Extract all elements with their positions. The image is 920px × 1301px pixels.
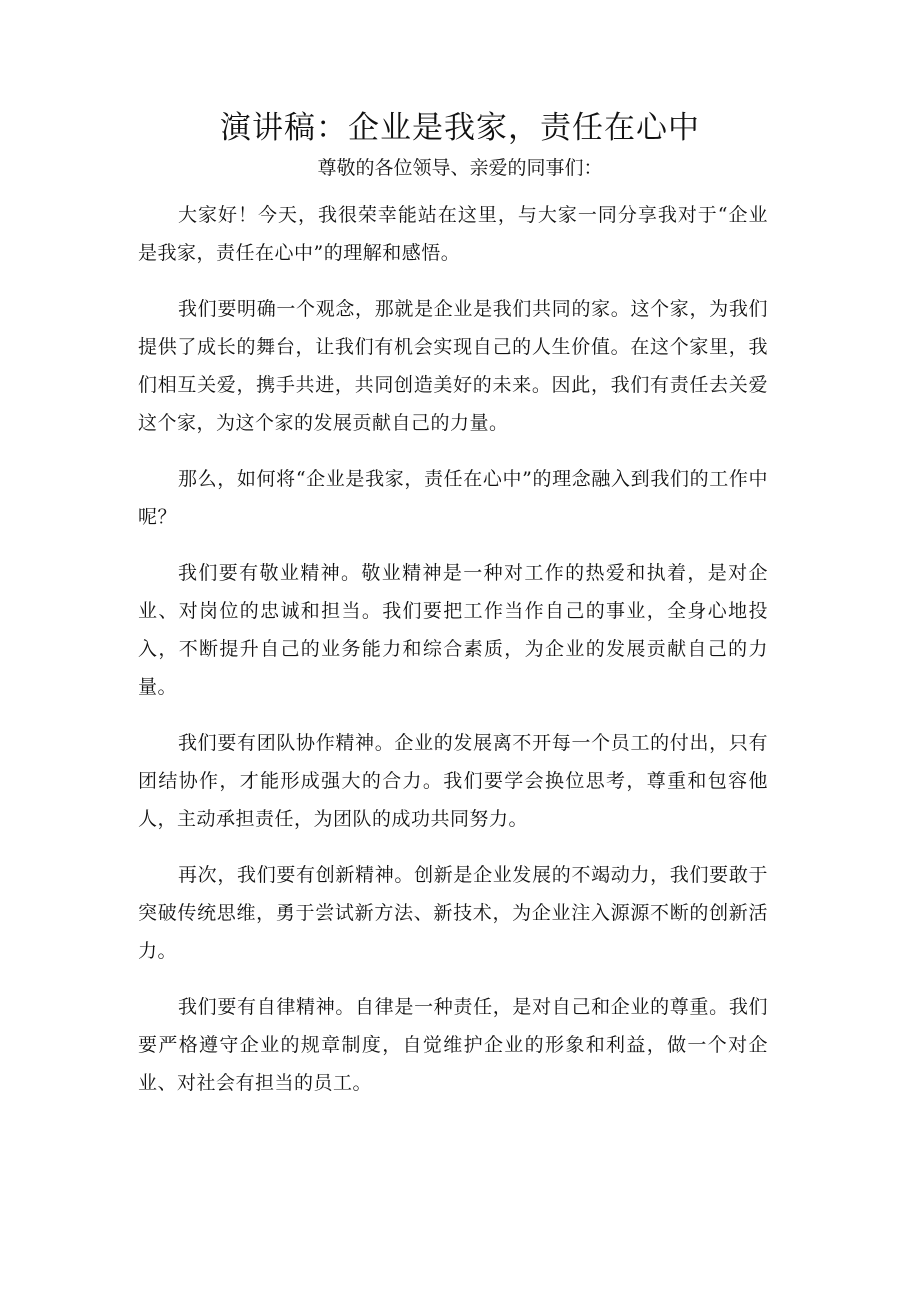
document-title: 演讲稿：企业是我家，责任在心中 (220, 110, 700, 146)
paragraph-greeting: 大家好！今天，我很荣幸能站在这里，与大家一同分享我对于“企业是我家，责任在心中”的理解和感悟。 (138, 204, 768, 264)
salutation: 尊敬的各位领导、亲爱的同事们： (317, 157, 603, 179)
paragraph-question: 那么，如何将“企业是我家，责任在心中”的理念融入到我们的工作中呢？ (138, 468, 768, 528)
paragraph-company-home: 我们要明确一个观念，那就是企业是我们共同的家。这个家，为我们提供了成长的舞台，让我们有机会实现自己的人生价值。在这个家里，我们相互关爱，携手共进，共同创造美好的未来。因此，我们有责任去关爱这个家，为这个家的发展贡献自己的力量。 (138, 298, 768, 434)
paragraph-self-discipline: 我们要有自律精神。自律是一种责任，是对自己和企业的尊重。我们要严格遵守企业的规章制度，自觉维护企业的形象和利益，做一个对企业、对社会有担当的员工。 (138, 996, 768, 1094)
speech-body (138, 196, 768, 1120)
paragraph-dedication: 我们要有敬业精神。敬业精神是一种对工作的热爱和执着，是对企业、对岗位的忠诚和担当。我们要把工作当作自己的事业，全身心地投入，不断提升自己的业务能力和综合素质，为企业的发展贡献自己的力量。 (138, 562, 768, 698)
paragraph-innovation: 再次，我们要有创新精神。创新是企业发展的不竭动力，我们要敢于突破传统思维，勇于尝试新方法、新技术，为企业注入源源不断的创新活力。 (138, 864, 768, 962)
paragraph-teamwork: 我们要有团队协作精神。企业的发展离不开每一个员工的付出，只有团结协作，才能形成强大的合力。我们要学会换位思考，尊重和包容他人，主动承担责任，为团队的成功共同努力。 (138, 732, 768, 830)
